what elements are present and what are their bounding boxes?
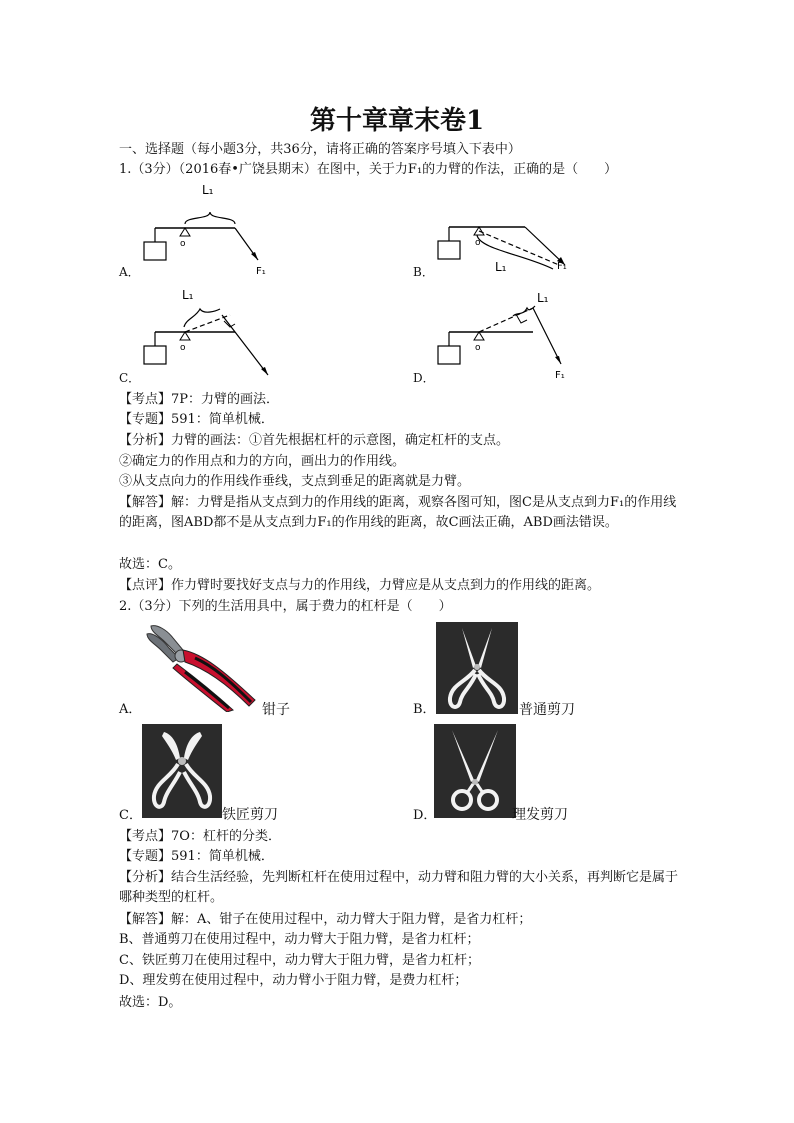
q1-stem: 1.（3分）（2016春•广饶县期末）在图中，关于力F₁的力臂的作法，正确的是（ ） [119, 162, 618, 177]
text: 7O：杠杆的分类． [171, 829, 281, 844]
q1-zhuanti [119, 410, 274, 430]
tag: 【分析】 [119, 433, 172, 448]
text: 作力臂时要找好支点与力的作用线，力臂应是从支点到力的作用线的距离。 [171, 578, 601, 593]
q2-answer: 故选：D。 [119, 995, 182, 1010]
q2-option-b-name: 普通剪刀 [519, 702, 575, 718]
text: 591：简单机械． [171, 849, 274, 864]
tag: 【分析】 [119, 870, 172, 885]
label-f1: F₁ [557, 261, 567, 272]
q2-option-d-letter[interactable]: D． [413, 808, 437, 823]
page-title: 第十章章末卷1 [309, 106, 485, 136]
q2-stem: 2.（3分）下列的生活用具中，属于费力的杠杆是（ ） [119, 599, 452, 614]
text: 591：简单机械． [171, 412, 274, 427]
pliers-image [143, 620, 261, 712]
pivot-label: o [180, 343, 186, 353]
q1-option-a[interactable]: A． [119, 265, 140, 279]
label-f1: F₁ [256, 266, 266, 277]
q2-jieda-3: C、铁匠剪刀在使用过程中，动力臂大于阻力臂，是省力杠杆； [119, 953, 480, 968]
q2-option-c-name: 铁匠剪刀 [222, 807, 278, 823]
q1-diagram-a [140, 180, 290, 280]
tag: 【点评】 [119, 578, 172, 593]
tag: 【考点】 [119, 829, 172, 844]
label-l1: L₁ [182, 288, 194, 302]
q2-option-c-letter[interactable]: C． [119, 808, 142, 823]
pivot-label: o [475, 238, 481, 248]
text: 解：A、钳子在使用过程中，动力臂大于阻力臂，是省力杠杆； [171, 912, 532, 927]
q1-diagram-c [140, 283, 290, 383]
text: 力臂的画法：①首先根据杠杆的示意图，确定杠杆的支点。 [171, 433, 510, 448]
q1-fenxi-3: ③从支点向力的作用线作垂线，支点到垂足的距离就是力臂。 [119, 474, 471, 489]
text: 解：力臂是指从支点到力的作用线的距离，观察各图可知，图C是从支点到力F₁的作用线的距离，图ABD都不是从支点到力F₁的作用线的距离，故C画法正确，ABD画法错误。 [119, 495, 677, 530]
tag: 【解答】 [119, 912, 172, 927]
scissors-image [436, 622, 518, 714]
q1-kaodian [119, 390, 279, 410]
q1-answer: 故选：C。 [119, 557, 181, 572]
label-f1: F₁ [555, 370, 565, 381]
pivot-label: o [180, 239, 186, 249]
q1-option-b[interactable]: B． [413, 265, 434, 279]
hair-scissors-image [434, 724, 516, 818]
q2-fenxi [119, 868, 679, 908]
tag: 【考点】 [119, 392, 172, 407]
q1-jieda [119, 493, 679, 533]
blacksmith-shears-image [142, 724, 222, 818]
q2-kaodian [119, 827, 281, 847]
label-l1: L₁ [537, 291, 549, 305]
q1-fenxi-2: ②确定力的作用点和力的方向，画出力的作用线。 [119, 454, 406, 469]
label-l1: L₁ [202, 183, 214, 197]
q2-option-d-name: 理发剪刀 [512, 807, 568, 823]
tag: 【解答】 [119, 495, 172, 510]
q2-option-b-letter[interactable]: B． [413, 702, 436, 717]
text: 结合生活经验，先判断杠杆在使用过程中，动力臂和阻力臂的大小关系，再判断它是属于哪种类型的杠杆。 [119, 870, 679, 905]
q2-option-a-letter[interactable]: A． [119, 702, 142, 717]
q2-zhuanti [119, 847, 274, 867]
q2-jieda-4: D、理发剪在使用过程中，动力臂小于阻力臂，是费力杠杆； [119, 973, 468, 988]
q1-option-c[interactable]: C． [119, 371, 141, 385]
q1-fenxi [119, 431, 509, 451]
label-l1: L₁ [495, 260, 507, 274]
tag: 【专题】 [119, 849, 172, 864]
q1-dianping [119, 576, 600, 596]
pivot-label: o [475, 343, 481, 353]
q2-option-a-name: 钳子 [262, 702, 290, 718]
q2-jieda-2: B、普通剪刀在使用过程中，动力臂大于阻力臂，是省力杠杆； [119, 932, 480, 947]
text: 7P：力臂的画法． [171, 392, 280, 407]
q1-option-d[interactable]: D． [413, 371, 435, 385]
q1-diagram-b [435, 215, 585, 285]
tag: 【专题】 [119, 412, 172, 427]
section-heading: 一、选择题（每小题3分，共36分，请将正确的答案序号填入下表中） [119, 142, 521, 157]
q2-jieda [119, 910, 531, 930]
q1-diagram-d [435, 286, 585, 386]
